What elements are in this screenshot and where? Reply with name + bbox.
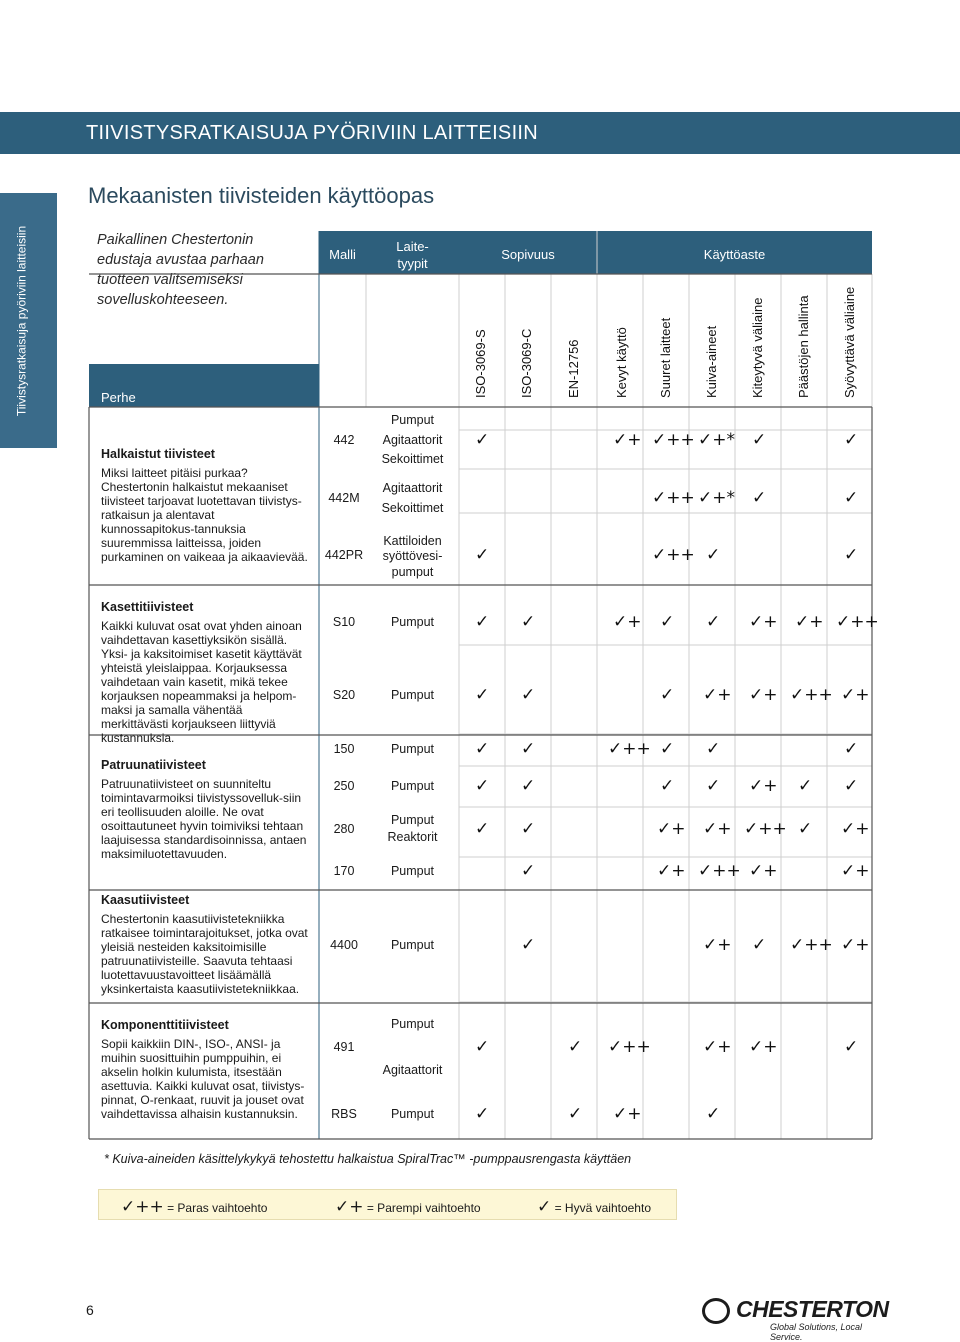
rating-mark-icon: ✓ — [660, 685, 675, 705]
column-header: Kuiva-aineet — [704, 325, 719, 398]
rating-mark-icon: ✓ — [475, 430, 490, 450]
equipment-cell: Agitaattorit — [382, 1063, 443, 1077]
rating-mark-icon: ✓+ — [749, 612, 778, 632]
rating-mark-icon: ✓ — [475, 545, 490, 565]
section-body: Sopii kaikkiin DIN-, ISO-, ANSI- ja muihin suosittuihin pumppuihin, ei akselin holkin kulumista, itsestään asettuvia. Kaikki kuluvat osat, tiivistys-pinnat, O-renkaat, ruuvit ja jouset ovat vaihdettavissa alhaisin kustannuksin. — [101, 1037, 305, 1121]
legend-good: ✓ = Hyvä vaihtoehto — [537, 1197, 651, 1217]
section-title: Kasettitiivisteet — [101, 600, 194, 614]
rating-mark-icon: ✓ — [660, 776, 675, 796]
equipment-cell: Kattiloiden — [383, 534, 442, 548]
rating-mark-icon: ✓+* — [698, 430, 735, 450]
banner-title: TIIVISTYSRATKAISUJA PYÖRIVIIN LAITTEISIIN — [86, 122, 539, 144]
rating-mark-icon: ✓ — [752, 488, 767, 508]
rating-mark-icon: ✓ — [844, 1037, 859, 1057]
section-desc — [101, 600, 311, 745]
rating-mark-icon: ✓ — [475, 819, 490, 839]
footnote: * Kuiva-aineiden käsittelykykyä tehostettu halkaistua SpiralTrac™ -pumppausrengasta käyttäen — [104, 1152, 632, 1166]
rating-mark-icon: ✓ — [475, 612, 490, 632]
column-header: Suuret laitteet — [658, 317, 673, 398]
equipment-cell: Pumput — [390, 813, 435, 827]
section-title: Komponenttitiivisteet — [101, 1018, 229, 1032]
section-body: Kaikki kuluvat osat ovat yhden ainoan vaihdettavan kasettiyksikön sisällä. Yksi- ja kaksitoimiset kasetit käyttävät yhteistä yleislaippaa. Korjauksessa vaihdetaan vain kasetit, mikä tekee korjauksen nopeammaksi ja helpom-maksi ja samalla vähentää merkittävästi korjaukseen liittyviä kustannuksia. — [101, 619, 302, 745]
section-desc — [101, 893, 311, 996]
equipment-cell: Pumput — [390, 742, 435, 756]
rating-mark-icon: ✓++ — [836, 612, 879, 632]
rating-mark-icon: ✓ — [752, 935, 767, 955]
model-cell: 150 — [333, 742, 355, 756]
header-family: Perhe — [101, 390, 136, 405]
rating-mark-icon: ✓ — [521, 685, 536, 705]
rating-mark-icon: ✓++ — [744, 819, 787, 839]
rating-mark-icon: ✓+ — [657, 819, 686, 839]
equipment-cell: Pumput — [390, 1017, 435, 1031]
column-header: ISO-3069-C — [519, 328, 534, 398]
equipment-cell: Reaktorit — [387, 830, 438, 844]
equipment-cell: Sekoittimet — [381, 501, 444, 515]
equipment-cell: Agitaattorit — [382, 433, 443, 447]
legend — [98, 1189, 677, 1220]
model-cell: RBS — [331, 1107, 357, 1121]
rating-mark-icon: ✓+ — [749, 1037, 778, 1057]
rating-mark-icon: ✓+ — [841, 935, 870, 955]
rating-mark-icon: ✓+* — [698, 488, 735, 508]
section-title: Halkaistut tiivisteet — [101, 447, 215, 461]
rating-mark-icon: ✓+ — [703, 935, 732, 955]
rating-mark-icon: ✓ — [521, 739, 536, 759]
model-cell: 4400 — [330, 938, 358, 952]
rating-mark-icon: ✓ — [706, 545, 721, 565]
rating-mark-icon: ✓ — [798, 776, 813, 796]
rating-mark-icon: ✓ — [521, 861, 536, 881]
model-cell: 280 — [333, 822, 355, 836]
equipment-cell: Pumput — [390, 938, 435, 952]
equipment-cell: syöttövesi- — [382, 549, 443, 563]
rating-mark-icon: ✓ — [660, 739, 675, 759]
rating-mark-icon: ✓+ — [841, 685, 870, 705]
rating-mark-icon: ✓ — [475, 1104, 490, 1124]
header-equipment: Laite- tyypit — [396, 239, 429, 271]
equipment-cell: Pumput — [390, 1107, 435, 1121]
globe-icon — [702, 1298, 730, 1324]
page-subtitle: Mekaanisten tiivisteiden käyttöopas — [88, 183, 435, 208]
rating-mark-icon: ✓ — [844, 545, 859, 565]
column-header: Kevyt käyttö — [614, 327, 629, 398]
rating-mark-icon: ✓ — [475, 1037, 490, 1057]
rating-mark-icon: ✓ — [706, 1104, 721, 1124]
legend-better: ✓+ = Parempi vaihtoehto — [335, 1197, 481, 1217]
equipment-cell: Pumput — [390, 864, 435, 878]
column-header: ISO-3069-S — [473, 329, 488, 398]
equipment-cell: Agitaattorit — [382, 481, 443, 495]
rating-mark-icon: ✓+ — [613, 430, 642, 450]
rating-mark-icon: ✓ — [844, 488, 859, 508]
rating-mark-icon: ✓++ — [652, 545, 695, 565]
section-body: Chestertonin halkaistut mekaaniset tiivisteet tarjoavat luotettavan tiivistys-ratkaisun ja alentavat kunnossapitokus-tannuksia suuremmissa laitteissa, joiden purkaminen on vaikeaa ja aikaavievää. — [101, 480, 308, 564]
model-cell: 250 — [333, 779, 355, 793]
section-desc — [101, 1018, 311, 1121]
page-number: 6 — [86, 1302, 94, 1318]
rating-mark-icon: ✓ — [568, 1037, 583, 1057]
rating-mark-icon: ✓+ — [703, 819, 732, 839]
rating-mark-icon: ✓+ — [841, 861, 870, 881]
rating-mark-icon: ✓ — [521, 612, 536, 632]
rating-mark-icon: ✓++ — [652, 488, 695, 508]
model-cell: 442 — [333, 433, 355, 447]
column-header: Päästöjen hallinta — [796, 295, 811, 398]
model-cell: 170 — [333, 864, 355, 878]
rating-mark-icon: ✓ — [521, 776, 536, 796]
section-lead: Miksi laitteet pitäisi purkaa? — [101, 466, 248, 480]
model-cell: S10 — [332, 615, 356, 629]
section-desc — [101, 758, 311, 861]
rating-mark-icon: ✓++ — [608, 1037, 651, 1057]
section-body: Patruunatiivisteet on suunniteltu toimintavarmoiksi tiivistyssovelluk-siin eri teollisuuden aloille. Ne ovat osoittautuneet hyvin toimiviksi tehtaan laajuisessa standardisoinnissa, antaen maksimiluotettavuuden. — [101, 777, 307, 861]
section-body: Chestertonin kaasutiivistetekniikka ratkaisee toimintarajoitukset, jotka ovat yleisiä nesteiden kaksitoimisille patruunatiivisteille. Saavuta tehtaasi luotettavuustavoitteet lisäämällä yksinkertaista kaasutiivistetekniikkaa. — [101, 912, 308, 996]
rating-mark-icon: ✓+ — [841, 819, 870, 839]
rating-mark-icon: ✓ — [844, 430, 859, 450]
rating-mark-icon: ✓ — [660, 612, 675, 632]
check-plus-icon: ✓+ — [335, 1197, 364, 1217]
column-header: EN-12756 — [566, 339, 581, 398]
rating-mark-icon: ✓++ — [790, 935, 833, 955]
rating-mark-icon: ✓+ — [657, 861, 686, 881]
rating-mark-icon: ✓+ — [749, 685, 778, 705]
rating-mark-icon: ✓++ — [698, 861, 741, 881]
rating-mark-icon: ✓ — [475, 776, 490, 796]
equipment-cell: pumput — [391, 565, 434, 579]
rating-mark-icon: ✓ — [521, 819, 536, 839]
rating-mark-icon: ✓ — [568, 1104, 583, 1124]
chesterton-logo: CHESTERTON Global Solutions, Local Service. — [700, 1296, 880, 1332]
check-plusplus-icon: ✓++ — [121, 1197, 164, 1217]
rating-mark-icon: ✓+ — [749, 861, 778, 881]
side-tab-label: Tiivistysratkaisuja pyöriviin laitteisiin — [14, 225, 29, 417]
model-cell: 442PR — [324, 548, 364, 562]
rating-mark-icon: ✓+ — [749, 776, 778, 796]
equipment-cell: Pumput — [390, 779, 435, 793]
rating-mark-icon: ✓ — [798, 819, 813, 839]
header-model: Malli — [329, 247, 356, 262]
rating-mark-icon: ✓ — [475, 739, 490, 759]
model-cell: S20 — [332, 688, 356, 702]
rating-mark-icon: ✓ — [706, 776, 721, 796]
model-cell: 491 — [333, 1040, 355, 1054]
rating-mark-icon: ✓ — [521, 935, 536, 955]
column-header: Kiteytyvä väliaine — [750, 297, 765, 398]
equipment-cell: Pumput — [390, 615, 435, 629]
rating-mark-icon: ✓ — [475, 685, 490, 705]
intro-text: Paikallinen Chestertonin edustaja avustaa parhaan tuotteen valitsemiseksi sovelluskohteeseen. — [97, 232, 264, 308]
rating-mark-icon: ✓ — [844, 776, 859, 796]
equipment-cell: Pumput — [390, 688, 435, 702]
check-icon: ✓ — [537, 1197, 552, 1217]
equipment-cell: Sekoittimet — [381, 452, 444, 466]
rating-mark-icon: ✓+ — [613, 1104, 642, 1124]
rating-mark-icon: ✓++ — [652, 430, 695, 450]
rating-mark-icon: ✓++ — [790, 685, 833, 705]
rating-mark-icon: ✓+ — [613, 612, 642, 632]
rating-mark-icon: ✓+ — [703, 1037, 732, 1057]
column-header: Syövyttävä väliaine — [842, 286, 857, 398]
rating-mark-icon: ✓+ — [703, 685, 732, 705]
header-suitability: Sopivuus — [501, 247, 555, 262]
equipment-cell: Pumput — [390, 413, 435, 427]
rating-mark-icon: ✓ — [844, 739, 859, 759]
header-application: Käyttöaste — [703, 247, 766, 262]
rating-mark-icon: ✓ — [706, 612, 721, 632]
rating-mark-icon: ✓ — [752, 430, 767, 450]
rating-mark-icon: ✓ — [706, 739, 721, 759]
section-title: Patruunatiivisteet — [101, 758, 206, 772]
section-desc — [101, 447, 311, 564]
rating-mark-icon: ✓+ — [795, 612, 824, 632]
model-cell: 442M — [328, 491, 360, 505]
section-title: Kaasutiivisteet — [101, 893, 190, 907]
legend-best: ✓++ = Paras vaihtoehto — [121, 1197, 268, 1217]
rating-mark-icon: ✓++ — [608, 739, 651, 759]
